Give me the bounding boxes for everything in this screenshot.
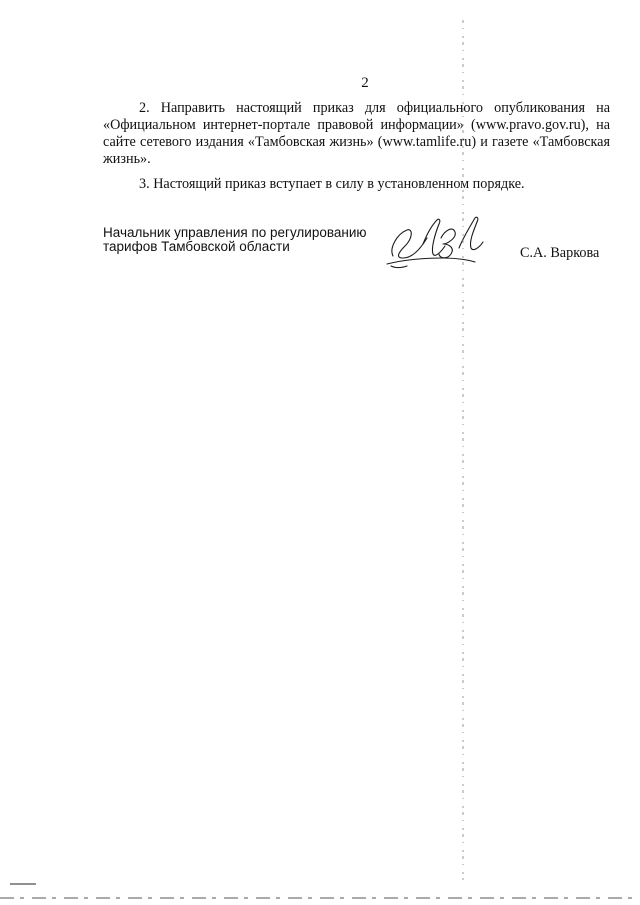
- page-number: 2: [361, 75, 369, 91]
- paragraph-2: 2. Направить настоящий приказ для официального опубликования на «Официальном интернет-портале правовой информации» (www.pravo.gov.ru), на сайте сетевого издания «Тамбовская жизнь» (www.tamlife.ru) и газете «Тамбовская жизнь».: [103, 100, 610, 167]
- signer-position-line-1: Начальник управления по регулированию: [103, 225, 367, 240]
- scan-artifact-line: [462, 20, 464, 880]
- handwritten-signature: [383, 208, 493, 270]
- paragraph-3: 3. Настоящий приказ вступает в силу в установленном порядке.: [139, 176, 525, 192]
- signer-position-line-2: тарифов Тамбовской области: [103, 239, 290, 254]
- scan-bottom-edge: [0, 880, 640, 905]
- signer-position: [103, 226, 383, 254]
- signer-name: С.А. Варкова: [520, 245, 600, 261]
